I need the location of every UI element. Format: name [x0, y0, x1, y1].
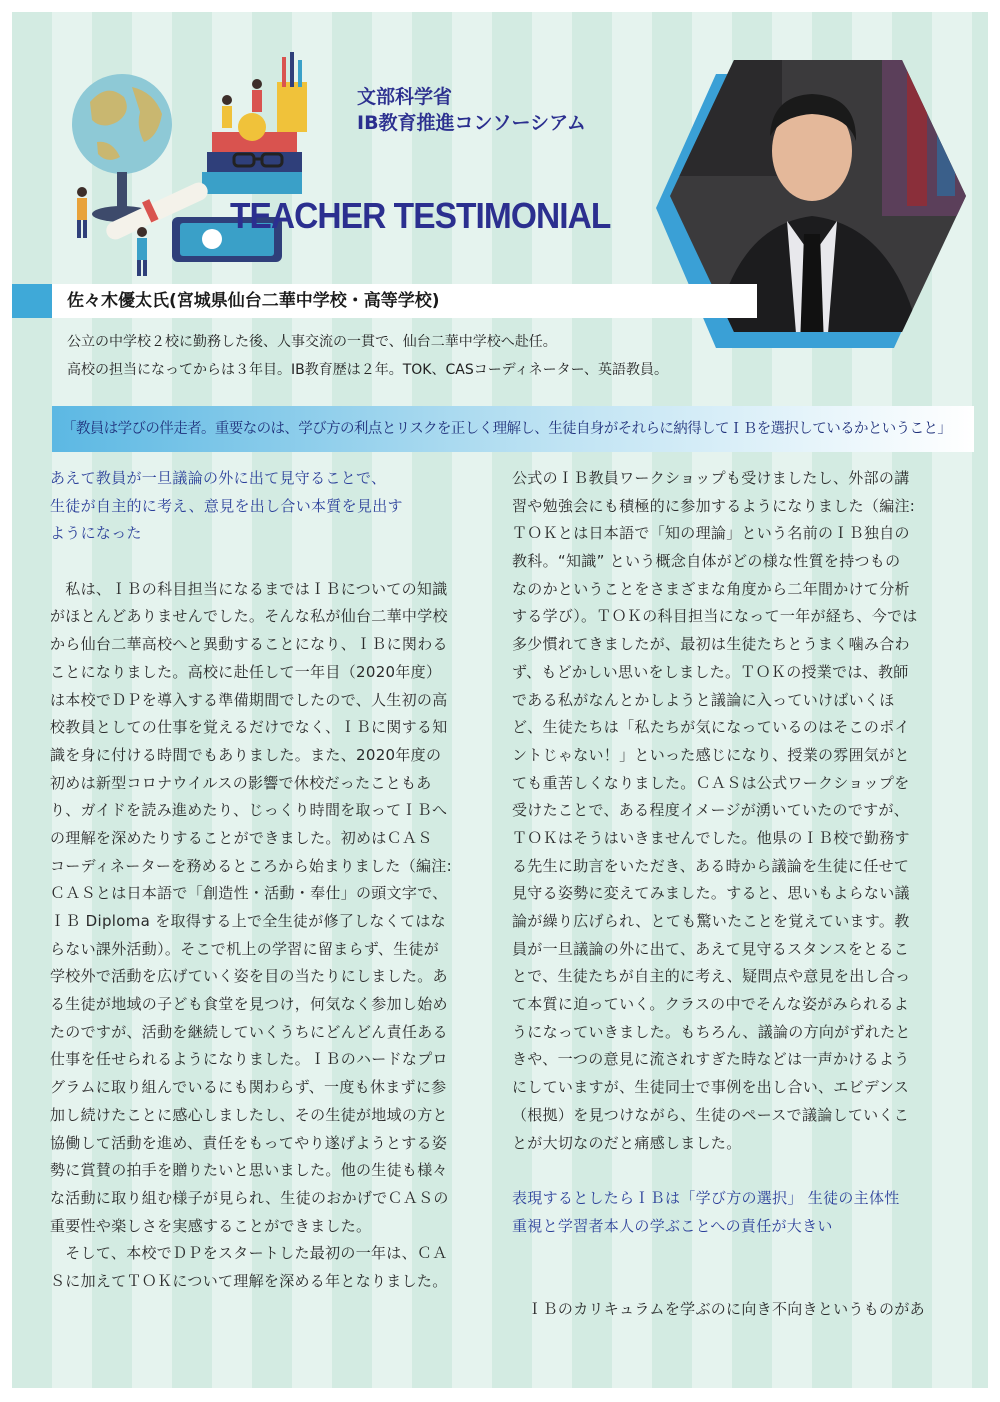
body-line: コーディネーターを務めるところから始まりました（編注: — [50, 856, 452, 875]
body-line: から仙台二華高校へと異動することになり、ＩＢに関わる — [50, 635, 448, 654]
body-line: ＩＢ Diploma を取得する上で全生徒が修了しなくてはな — [50, 912, 446, 930]
section-heading-line: 表現するとしたらＩＢは「学び方の選択」 生徒の主体性 — [512, 1188, 900, 1207]
org-line-1: 文部科学省 — [357, 86, 453, 108]
body-line: ず、もどかしい思いをしました。ＴＯＫの授業では、教師 — [512, 662, 909, 681]
body-line: 公式のＩＢ教員ワークショップも受けましたし、外部の講 — [512, 469, 910, 487]
body-line: ントじゃない！」といった感じになり、授業の雰囲気がと — [512, 745, 910, 764]
intro — [67, 328, 668, 384]
spacer — [512, 1157, 952, 1185]
body-line: ＴＯＫとは日本語で「知の理論」という名前のＩＢ独自の — [512, 524, 910, 543]
body-line: 論が繰り広げられ、とても驚いたことを覚えています。教 — [512, 912, 910, 930]
body-line: る生徒が地域の子ども食堂を見つけ，何気なく参加し始め — [50, 995, 448, 1014]
body-line: 私は、ＩＢの科目担当になるまではＩＢについての知識 — [50, 579, 448, 598]
org-line-2: IB教育推進コンソーシアム — [357, 112, 586, 134]
body-line: うになっていきました。もちろん、議論の方向がずれたと — [512, 1022, 911, 1041]
pencil-cup-icon — [277, 52, 307, 132]
body-line: る先生に助言をいただき、ある時から議論を生徒に任せて — [512, 856, 910, 875]
body-line: て本質に迫っていく。クラスの中でそんな姿がみられるよ — [512, 995, 910, 1014]
body-line: Ｓに加えてＴＯＫについて理解を深める年となりました。 — [50, 1271, 448, 1290]
section-heading-line: ようになった — [50, 524, 142, 543]
body-line: 校教員としての仕事を覚えるだけでなく、ＩＢに関する知 — [50, 718, 448, 737]
body-line: （根拠）を見つけながら、生徒のペースで議論していくこ — [512, 1105, 910, 1124]
page-title: TEACHER TESTIMONIAL — [230, 195, 611, 236]
body-line: は本校でＤＰを導入する準備期間でしたので、人生初の高 — [50, 690, 448, 709]
body-line: ＣＡＳとは日本語で「創造性・活動・奉仕」の頭文字で、 — [50, 884, 448, 903]
spacer — [50, 548, 490, 576]
body-line: きや、一つの意見に流されすぎた時などは一声かけるよう — [512, 1050, 910, 1069]
section-heading-line: 生徒が自主的に考え、意見を出し合い本質を見出す — [50, 496, 403, 515]
organization-name — [357, 84, 586, 136]
teacher-name: 佐々木優太氏(宮城県仙台二華中学校・高等学校) — [67, 291, 440, 311]
right-column — [512, 465, 952, 1323]
body-line: 員が一旦議論の外に出て、あえて見守るスタンスをとるこ — [512, 939, 910, 958]
body-line: そして、本校でＤＰをスタートした最初の一年は、ＣＡ — [50, 1244, 448, 1263]
page — [12, 12, 988, 1388]
body-line: がほとんどありませんでした。そんな私が仙台二華中学校 — [50, 607, 448, 626]
body-line: とで、生徒たちが自主的に考え、疑問点や意見を出し合っ — [512, 967, 911, 986]
spacer — [512, 1268, 952, 1296]
body-line: 学校外で活動を広げていく姿を目の当たりにしました。あ — [50, 967, 448, 986]
intro-line: 高校の担当になってからは３年目。IB教育歴は２年。TOK、CASコーディネーター、英語教員。 — [67, 362, 669, 378]
body-line: 仕事を任せられるようになりました。ＩＢのハードなプロ — [50, 1050, 448, 1069]
body-line: 加し続けたことに感心しましたし、その生徒が地域の方と — [50, 1105, 448, 1124]
body-line: 識を身に付ける時間でもありました。また、2020年度の — [50, 745, 442, 764]
section-heading-line: 重視と学習者本人の学ぶことへの責任が大きい — [512, 1216, 833, 1235]
books-stack-icon — [202, 132, 302, 194]
body-line: 勢に賞賛の拍手を贈りたいと思いました。他の生徒も様々 — [50, 1161, 448, 1180]
body-line: らない課外活動）。そこで机上の学習に留まらず、生徒が — [50, 939, 440, 958]
body-line: な活動に取り組む様子が見られ、生徒のおかげでＣＡＳの — [50, 1188, 449, 1207]
left-column — [50, 465, 490, 1296]
body-line: ど、生徒たちは「私たちが気になっているのはそこのポイ — [512, 718, 910, 737]
body-line: り、ガイドを読み進めたり、じっくり時間を取ってＩＢへ — [50, 801, 448, 820]
body-line: たのですが、活動を継続していくうちにどんどん責任ある — [50, 1022, 448, 1041]
quote-text: 「教員は学びの伴走者。重要なのは、学び方の利点とリスクを正しく理解し、生徒自身がそれらに納得してＩＢを選択しているかということ」 — [62, 421, 952, 437]
body-line: とが大切なのだと痛感しました。 — [512, 1133, 742, 1152]
body-line: 受けたことで、ある程度イメージが湧いていたのですが、 — [512, 801, 910, 820]
body-line: する学び）。ＴＯＫの科目担当になって一年が経ち、今では — [512, 607, 918, 626]
body-line: にしていますが、生徒同士で事例を出し合い、エビデンス — [512, 1078, 910, 1097]
body-line: なのかということをさまざまな角度から二年間かけて分析 — [512, 579, 910, 598]
body-line: 協働して活動を進め、責任をもってやり遂げようとする姿 — [50, 1133, 448, 1152]
body-line: 教科。“知識” という概念自体がどの様な性質を持つもの — [512, 552, 901, 571]
spacer — [512, 1240, 952, 1268]
intro-line: 公立の中学校２校に勤務した後、人事交流の一貫で、仙台二華中学校へ赴任。 — [67, 334, 557, 350]
body-line: ことになりました。高校に赴任して一年目（2020年度） — [50, 662, 442, 681]
body-line: 見守る姿勢に変えてみました。すると、思いもよらない議 — [512, 884, 910, 903]
body-line: グラムに取り組んでいるにも関わらず、一度も休まずに参 — [50, 1078, 447, 1097]
body-line: の理解を深めたりすることができました。初めはＣＡＳ — [50, 828, 433, 847]
body-line: 重要性や楽しさを実感することができました。 — [50, 1216, 372, 1235]
body-line: 初めは新型コロナウイルスの影響で休校だったこともあ — [50, 773, 432, 792]
apple-icon — [238, 113, 266, 141]
body-line: ＴＯＫはそうはいきませんでした。他県のＩＢ校で勤務す — [512, 828, 910, 847]
body-line: ても重苦しくなりました。ＣＡＳは公式ワークショップを — [512, 773, 910, 792]
education-illustration — [62, 42, 312, 282]
body-line: ＩＢのカリキュラムを学ぶのに向き不向きというものがあ — [512, 1299, 925, 1318]
body-line: 習や勉強会にも積極的に参加するようになりました（編注: — [512, 496, 916, 515]
section-heading-line: あえて教員が一旦議論の外に出て見守ることで、 — [50, 469, 387, 487]
body-line: である私がなんとかしようと議論に入っていけばいくほ — [512, 690, 895, 709]
body-line: 多少慣れてきましたが、最初は生徒たちとうまく噛み合わ — [512, 635, 910, 654]
